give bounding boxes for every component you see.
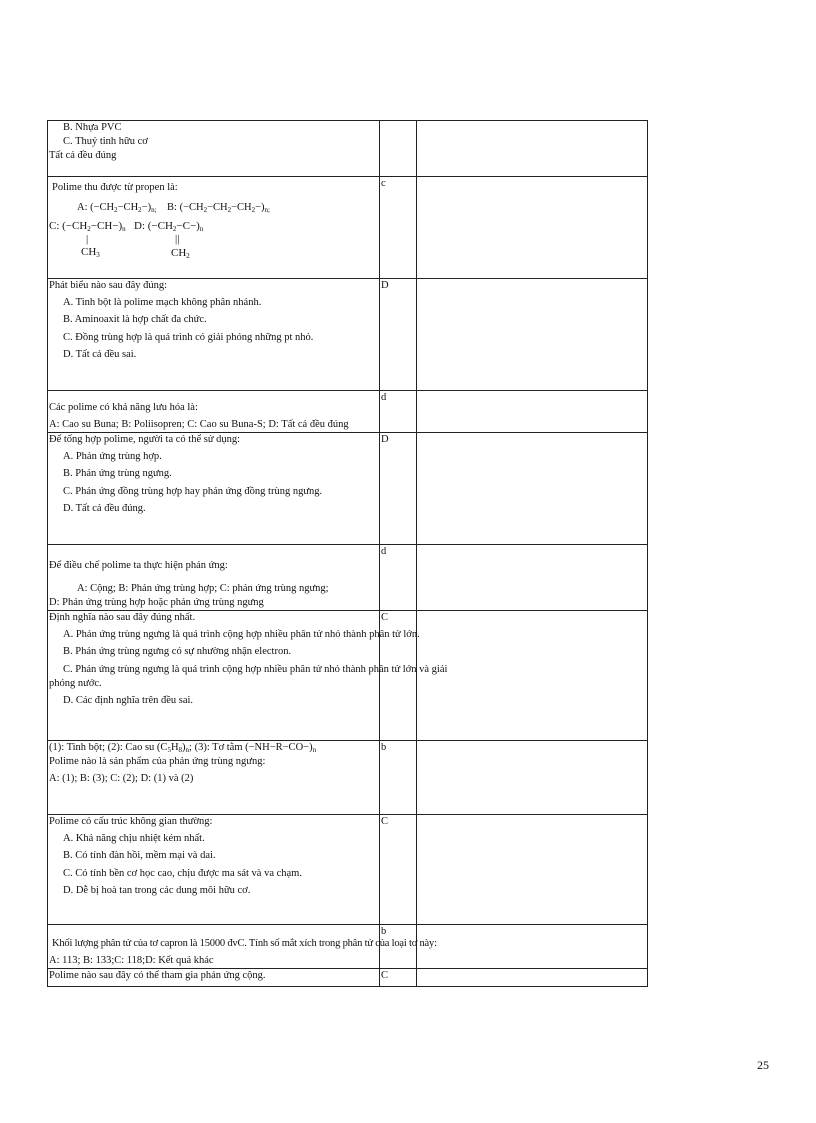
question-stem: Định nghĩa nào sau đây đúng nhất. bbox=[49, 612, 196, 623]
option-b: B. Phản ứng trùng ngưng. bbox=[63, 468, 172, 480]
question-cell bbox=[48, 391, 380, 433]
answer-cell: D bbox=[380, 433, 417, 545]
options-line: A: Cộng; B: Phản ứng trùng hợp; C: phản ứng trùng ngưng; bbox=[77, 582, 329, 594]
question-row bbox=[48, 177, 648, 279]
option-a: A. Phản ứng trùng ngưng là quá trình cộng hợp nhiều phân tử nhỏ thành phân tử lớn. bbox=[63, 629, 420, 641]
question-cell bbox=[48, 925, 437, 969]
option-d: D. Tất cả đều sai. bbox=[63, 348, 137, 360]
formula-option-d: D: $(-CH_2-C-)_n$ bbox=[134, 220, 204, 234]
answer-cell: D bbox=[380, 279, 417, 391]
answer-cell: b bbox=[380, 925, 417, 969]
note-cell bbox=[417, 741, 648, 815]
option-b: B. Aminoaxit là hợp chất đa chức. bbox=[63, 314, 207, 326]
answer-cell: d bbox=[380, 391, 417, 433]
question-cell bbox=[48, 611, 448, 741]
option-a: A. Phản ứng trùng hợp. bbox=[63, 451, 162, 463]
note-cell bbox=[417, 177, 648, 279]
question-cell bbox=[48, 279, 380, 391]
question-row bbox=[48, 925, 648, 969]
methylene-group: $CH_2$ bbox=[171, 247, 190, 261]
answer-cell bbox=[380, 121, 417, 177]
question-cell bbox=[48, 433, 380, 545]
question-stem: Polime nào sau đây có thể tham gia phản ứng cộng. bbox=[49, 970, 266, 981]
option-c: C. Thuỷ tinh hữu cơ bbox=[63, 136, 148, 148]
question-row bbox=[48, 121, 648, 177]
question-stem: Để tổng hợp polime, người ta có thể sử dụng: bbox=[49, 434, 241, 445]
question-table bbox=[47, 120, 648, 987]
question-stem: Polime thu được từ propen là: bbox=[52, 182, 178, 193]
note-cell bbox=[417, 969, 648, 987]
options-line: A: Cao su Buna; B: Poliisopren; C: Cao su Buna-S; D: Tất cả đều đúng bbox=[49, 418, 349, 430]
note-cell bbox=[417, 545, 648, 611]
formula-option-c: C: $(-CH_2-CH-)_n$ bbox=[49, 220, 126, 234]
option-c: C. Phản ứng đồng trùng hợp hay phản ứng đồng trùng ngưng. bbox=[63, 485, 323, 497]
question-row bbox=[48, 969, 648, 987]
question-row bbox=[48, 741, 648, 815]
answer-cell: C bbox=[380, 815, 417, 925]
question-row bbox=[48, 545, 648, 611]
answer-cell: b bbox=[380, 741, 417, 815]
option-d: D. Các định nghĩa trên đều sai. bbox=[63, 694, 194, 706]
answer-cell: d bbox=[380, 545, 417, 611]
question-stem: Polime có cấu trúc không gian thường: bbox=[49, 816, 213, 827]
question-cell bbox=[48, 969, 380, 987]
question-stem: Các polime có khả năng lưu hóa là: bbox=[49, 401, 198, 413]
option-b: B. Nhựa PVC bbox=[63, 122, 122, 133]
option-d: D: Phản ứng trùng hợp hoặc phản ứng trùng ngưng bbox=[49, 596, 264, 608]
note-cell bbox=[417, 815, 648, 925]
option-b: B. Có tính đàn hồi, mềm mại và dai. bbox=[63, 850, 216, 862]
note-cell bbox=[417, 121, 648, 177]
options-line: A: 113; B: 133;C: 118;D: Kết quả khác bbox=[49, 954, 214, 966]
polymer-list: (1): Tinh bột; (2): Cao su $(C_5H_8)_n$; (3): Tơ tằm $(-NH-R-CO-)_n$ bbox=[49, 742, 317, 754]
double-bond: || bbox=[175, 233, 180, 246]
note-cell bbox=[417, 391, 648, 433]
options-line: A: (1); B: (3); C: (2); D: (1) và (2) bbox=[49, 773, 194, 785]
note-cell bbox=[417, 925, 648, 969]
option-d: D. Tất cả đều đúng. bbox=[63, 502, 146, 514]
formula-options-cd bbox=[49, 215, 378, 267]
option-d: D. Dễ bị hoà tan trong các dung môi hữu cơ. bbox=[63, 884, 251, 896]
question-row bbox=[48, 433, 648, 545]
answer-cell: C bbox=[380, 969, 417, 987]
note-cell bbox=[417, 279, 648, 391]
option-a: A. Tinh bột là polime mạch không phân nhánh. bbox=[63, 297, 262, 309]
question-cell bbox=[48, 815, 380, 925]
option-b: B. Phản ứng trùng ngưng có sự nhường nhận electron. bbox=[63, 646, 292, 658]
question-stem: Polime nào là sản phẩm của phản ứng trùng ngưng: bbox=[49, 756, 266, 768]
formula-options-ab: A: $(-CH_2-CH_2-)_{n;}$ B: $(-CH_2-CH_2-CH_2-)_{n;}$ bbox=[77, 202, 270, 215]
question-row bbox=[48, 611, 648, 741]
option-a: A. Khả năng chịu nhiệt kém nhất. bbox=[63, 833, 205, 845]
answer-cell: c bbox=[380, 177, 417, 279]
question-cell bbox=[48, 177, 380, 279]
methyl-group: $CH_3$ bbox=[81, 246, 100, 260]
option-c: C. Đồng trùng hợp là quá trình có giải phóng những pt nhỏ. bbox=[63, 331, 314, 343]
option-d: Tất cả đều đúng bbox=[49, 150, 117, 162]
option-c: C. Có tính bền cơ học cao, chịu được ma sát và va chạm. bbox=[63, 867, 302, 879]
single-bond: | bbox=[86, 233, 89, 246]
question-stem: Để điều chế polime ta thực hiện phản ứng: bbox=[49, 560, 228, 572]
option-c-continued: phóng nước. bbox=[49, 677, 102, 689]
question-row bbox=[48, 391, 648, 433]
option-c: C. Phản ứng trùng ngưng là quá trình cộng hợp nhiều phân tử nhỏ thành phân tử lớn và giải bbox=[63, 663, 448, 675]
question-stem: Phát biểu nào sau đây đúng: bbox=[49, 280, 168, 291]
page-number: 25 bbox=[757, 1058, 769, 1072]
note-cell bbox=[417, 433, 648, 545]
question-cell bbox=[48, 741, 380, 815]
question-row bbox=[48, 815, 648, 925]
note-cell bbox=[417, 611, 648, 741]
answer-cell: C bbox=[380, 611, 417, 741]
question-cell bbox=[48, 545, 380, 611]
question-stem: Khối lượng phân tử của tơ capron là 15000 đvC. Tính số mắt xích trong phân tử của loại tơ này: bbox=[52, 937, 437, 949]
question-cell bbox=[48, 121, 380, 177]
question-row bbox=[48, 279, 648, 391]
